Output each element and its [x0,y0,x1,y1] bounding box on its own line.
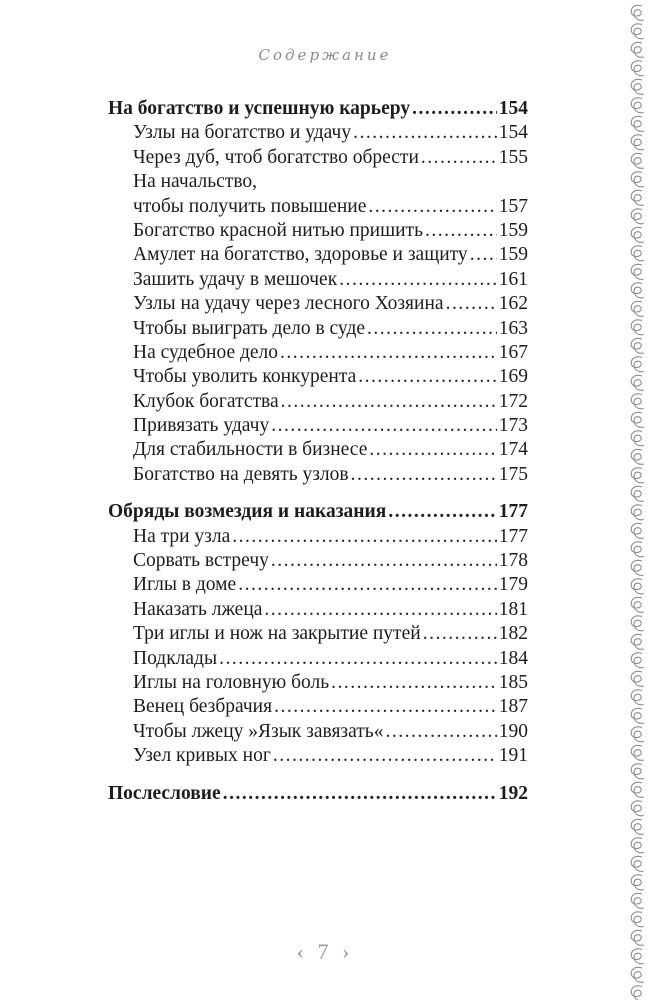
border-loop [631,930,644,945]
toc-entry-title: Узлы на богатство и удачу [133,122,352,144]
border-loop [631,246,644,261]
toc-entry-page: 181 [498,598,528,620]
folio-ornament-right: › [342,939,354,964]
toc-entry [108,414,528,438]
border-loop [631,431,644,446]
toc-entry-page: 169 [498,366,528,388]
border-loop [631,671,644,686]
toc-entry-title: Иглы в доме [133,574,237,596]
dot-leader [274,695,497,719]
dot-leader [271,414,497,438]
border-loop [631,283,644,298]
table-of-contents [108,97,528,806]
border-loop [631,153,644,168]
dot-leader [446,292,497,316]
toc-entry-title: На судебное дело [133,341,279,363]
toc-entry [108,170,528,194]
toc-entry [108,525,528,549]
toc-entry-page: 163 [498,317,528,339]
toc-entry-title: На три узла [133,525,231,547]
page-number [0,939,650,965]
toc-entry-title: Иглы на головную боль [133,671,330,693]
border-loop [631,542,644,557]
toc-entry-page: 177 [498,501,528,523]
toc-entry-page: 154 [498,98,528,119]
toc-entry-page: 182 [498,623,528,645]
toc-entry-page: 174 [498,439,528,461]
dot-leader [223,782,497,806]
border-loop [631,98,644,113]
border-loop [631,320,644,335]
border-loop [631,79,644,94]
border-loop [631,394,644,409]
folio-ornament-left: ‹ [296,939,308,964]
toc-entry [108,744,528,768]
border-loop [631,264,644,279]
toc-entry [108,720,528,744]
toc-entry-title: На начальство, [133,171,258,193]
border-loop [631,116,644,131]
dot-leader [339,268,497,292]
toc-entry-page: 157 [498,195,528,217]
toc-entry-page: 184 [498,647,528,669]
toc-entry-title: Наказать лжеца [133,598,263,620]
toc-entry-title: Богатство на девять узлов [133,463,349,485]
toc-entry [108,438,528,462]
dot-leader [425,219,497,243]
dot-leader [388,500,496,524]
border-loop [631,449,644,464]
running-head: Содержание [258,46,392,64]
border-loop [631,819,644,834]
toc-entry-title: Сорвать встречу [133,550,269,572]
border-loop [631,560,644,575]
decorative-loop-border [620,0,650,1000]
toc-entry-title: чтобы получить повышение [133,195,367,217]
dot-leader [369,438,496,462]
toc-entry [108,341,528,365]
toc-entry [108,243,528,267]
dot-leader [470,243,497,267]
border-loop [631,801,644,816]
border-loop [631,912,644,927]
border-loop [631,764,644,779]
toc-entry-page: 185 [498,671,528,693]
toc-entry [108,573,528,597]
toc-section-heading [108,782,528,806]
toc-entry-page: 175 [498,463,528,485]
toc-section-heading [108,500,528,524]
border-loop [631,486,644,501]
toc-entry [108,317,528,341]
border-loop [631,172,644,187]
border-loop [631,616,644,631]
border-loop [631,523,644,538]
border-loop [631,505,644,520]
border-loop [631,745,644,760]
dot-leader [271,549,497,573]
toc-entry [108,463,528,487]
toc-entry-title: Для стабильности в бизнесе [133,439,368,461]
toc-entry [108,598,528,622]
toc-entry [108,390,528,414]
toc-entry [108,195,528,219]
border-loop [631,579,644,594]
dot-leader [358,365,497,389]
toc-entry [108,219,528,243]
toc-entry-page: 191 [498,745,528,767]
toc-entry-page: 179 [498,574,528,596]
dot-leader [353,121,497,145]
border-loop [631,653,644,668]
toc-entry-title: Три иглы и нож на закрытие путей [133,623,421,645]
toc-entry-title: Богатство красной нитью пришить [133,219,423,241]
dot-leader [232,525,496,549]
border-loop [631,42,644,57]
border-loop [631,782,644,797]
border-loop [631,468,644,483]
border-loop [631,301,644,316]
border-loop [631,967,644,982]
toc-entry [108,647,528,671]
border-loop [631,5,644,20]
dot-leader [385,720,496,744]
dot-leader [421,146,497,170]
border-loop [631,338,644,353]
dot-leader [281,390,497,414]
toc-entry-page: 159 [498,219,528,241]
dot-leader [423,622,497,646]
toc-entry-title: Венец безбрачия [133,696,273,718]
toc-entry-page: 173 [498,415,528,437]
toc-entry-page: 154 [498,122,528,144]
folio-number: 7 [317,939,333,964]
toc-entry [108,695,528,719]
dot-leader [273,744,497,768]
toc-entry-page: 192 [498,782,528,804]
toc-entry-page: 187 [498,696,528,718]
border-loop [631,61,644,76]
dot-leader [412,97,497,121]
border-loop [631,209,644,224]
dot-leader [238,573,497,597]
border-loop [631,190,644,205]
border-loop [631,856,644,871]
border-loop [631,986,644,1000]
border-loop [631,412,644,427]
toc-entry-title: Узлы на удачу через лесного Хозяина [133,293,444,315]
toc-entry-page: 155 [498,146,528,168]
toc-entry-page: 167 [498,341,528,363]
dot-leader [280,341,497,365]
toc-entry-title: Зашить удачу в мешочек [133,268,338,290]
toc-entry [108,549,528,573]
toc-entry-title: Обряды возмездия и наказания [108,501,387,523]
border-loop [631,893,644,908]
border-loop [631,838,644,853]
toc-entry-title: Подклады [133,647,218,669]
border-loop [631,227,644,242]
dot-leader [219,647,497,671]
border-loop [631,24,644,39]
toc-entry-title: На богатство и успешную карьеру [108,98,411,119]
toc-entry [108,121,528,145]
dot-leader [368,195,496,219]
border-loop [631,949,644,964]
toc-entry-page: 178 [498,550,528,572]
border-loop [631,708,644,723]
toc-entry [108,622,528,646]
border-loop [631,690,644,705]
toc-entry [108,671,528,695]
toc-entry [108,292,528,316]
dot-leader [367,317,497,341]
border-loop [631,135,644,150]
toc-entry-page: 161 [498,268,528,290]
dot-leader [351,463,497,487]
border-loop [631,597,644,612]
border-loop [631,875,644,890]
toc-entry [108,146,528,170]
toc-entry-title: Послесловие [108,782,221,804]
toc-entry-title: Через дуб, чтоб богатство обрести [133,146,419,168]
toc-entry-page: 159 [498,244,528,266]
toc-section-heading [108,97,528,121]
toc-entry-title: Привязать удачу [133,415,270,437]
toc-entry-title: Чтобы выиграть дело в суде [133,317,366,339]
dot-leader [264,598,496,622]
toc-entry-page: 162 [498,293,528,315]
dot-leader [331,671,497,695]
border-loop [631,357,644,372]
toc-entry-title: Чтобы лжецу »Язык завязать« [133,720,384,742]
toc-entry-page: 190 [498,720,528,742]
border-loop [631,727,644,742]
toc-entry-title: Узел кривых ног [133,745,271,767]
toc-entry-page: 172 [498,390,528,412]
toc-entry-title: Клубок богатства [133,390,279,412]
border-loop [631,375,644,390]
toc-entry-title: Амулет на богатство, здоровье и защиту [133,244,468,266]
toc-entry [108,268,528,292]
toc-entry [108,365,528,389]
toc-entry-title: Чтобы уволить конкурента [133,366,357,388]
border-loop [631,634,644,649]
toc-entry-page: 177 [498,525,528,547]
